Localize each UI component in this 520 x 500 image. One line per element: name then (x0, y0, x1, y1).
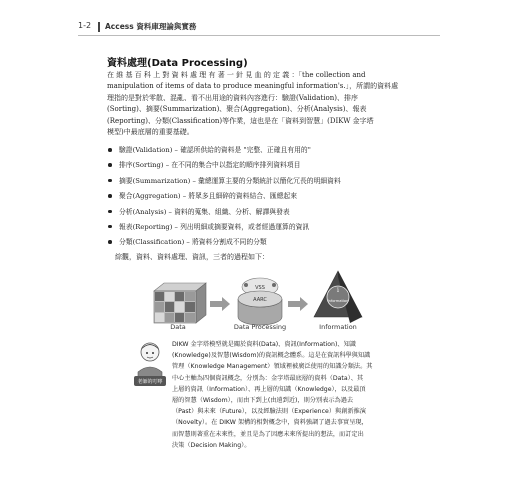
vss-label: VSS (255, 285, 265, 291)
list-item-text: 分析(Analysis) – 資料的蒐集、組織、分析、解譯與發表 (119, 207, 290, 216)
diagram-stage-label: Information (319, 323, 357, 331)
running-header (78, 20, 440, 34)
note-line: 而智慧則著重在未來性，並且是為了因應未來所提出的想法，而訂定出 (172, 430, 364, 438)
processing-drums-icon (238, 278, 282, 325)
note-line: （Past）與未來（Future），以及經驗法則（Experience）與創新推演 (172, 408, 366, 416)
note-line: 管理（Knowledge Management）領域裡被廣泛使用的知識分類法。其 (172, 363, 373, 371)
bullet-icon (108, 210, 112, 214)
intro-line: 模型)中最底層的重要基礎。 (107, 128, 194, 137)
bullet-icon (108, 148, 112, 152)
information-pyramid-icon (314, 271, 362, 323)
dikw-note (172, 339, 412, 451)
list-item-text: 分類(Classification) – 將資料分割成不同的分類 (119, 238, 267, 247)
list-item (107, 175, 412, 190)
list-item-text: 摘要(Summarization) – 彙總運算主要的分類統計以簡化冗長的明細資料 (119, 176, 341, 185)
bullet-icon (108, 240, 112, 244)
intro-line: manipulation of items of data to produce meaningful information's.」，所謂的資料處 (107, 82, 399, 91)
note-line: DIKW 金字塔模型就是關於資料(Data)、資訊(Information)、知識 (172, 341, 356, 348)
note-line: 決策（Decision Making）。 (172, 441, 251, 449)
header-divider (98, 22, 100, 32)
bullet-icon (108, 225, 112, 229)
processing-steps-list (107, 144, 412, 252)
list-item (107, 159, 412, 174)
list-item-text: 驗證(Validation) – 確認所供給的資料是 "完整、正確且有用的" (119, 146, 311, 154)
diagram-stage-label: Data (170, 323, 186, 331)
list-item-text: 聚合(Aggregation) – 將眾多且細碎的資料結合、匯總起來 (119, 192, 298, 201)
list-item-text: 報表(Reporting) – 列出明細或摘要資料，或者經過運算的資訊 (119, 222, 310, 231)
information-badge-label: Information (327, 299, 349, 303)
bullet-icon (108, 194, 112, 198)
bullet-icon (108, 163, 112, 167)
note-line: （Novelty）。在 DIKW 架構的相對概念中，資料強調了過去事實呈現， (172, 419, 368, 427)
page-number: 1-2 (78, 21, 92, 30)
header-rule (78, 35, 440, 36)
list-item-text: 排序(Sorting) – 在不同的集合中以指定的順序排列資料項目 (119, 161, 301, 170)
note-badge-label: 老師的叮嚀 (137, 379, 163, 385)
arrow-right-icon (288, 297, 308, 311)
note-line: 中心主軸為四個資訊概念，分別為：金字塔最底層的資料（Data）、其 (172, 374, 364, 382)
note-line: (Knowledge)及智慧(Wisdom)的資訊概念體系。這是在資訊科學與知識 (172, 352, 371, 360)
intro-line: 在 維 基 百 科 上 對 資 料 處 理 有 著 一 針 見 血 的 定 義 ：「the collection and (107, 71, 366, 79)
note-line: 層的智慧（Wisdom），而由下到上(由遠到近)，則分別表示為過去 (172, 397, 354, 405)
diagram-stage-label: Data Processing (233, 323, 287, 331)
aarc-label: AARC (253, 297, 267, 303)
data-processing-diagram (150, 267, 390, 327)
data-cubes-icon (154, 283, 206, 323)
list-item (107, 236, 412, 251)
header-title: Access 資料庫理論與實務 (105, 22, 197, 31)
intro-line: (Sorting)、摘要(Summarization)、聚合(Aggregation)、分析(Analysis)、報表 (107, 105, 367, 114)
section-heading: 資料處理(Data Processing) (107, 58, 248, 69)
list-item (107, 221, 412, 236)
list-item (107, 144, 412, 159)
summary-sentence: 綜觀，資料、資料處理、資訊，三者的過程如下： (115, 253, 269, 261)
teacher-note-icon (130, 338, 170, 392)
svg-text:i: i (337, 287, 339, 294)
intro-line: (Reporting)、分類(Classification)等作業，這也是在「資料到智慧」(DIKW 金字塔 (107, 116, 374, 125)
arrow-right-icon (210, 297, 230, 311)
intro-paragraph (107, 70, 412, 138)
list-item (107, 190, 412, 205)
note-line: 上層的資訊（Information）、再上層的知識（Knowledge），以及最頂 (172, 385, 366, 393)
bullet-icon (108, 179, 112, 183)
list-item (107, 206, 412, 221)
intro-line: 理指的是對於零散、混亂、看不出用途的資料內容進行：驗證(Validation)、排序 (107, 93, 358, 102)
